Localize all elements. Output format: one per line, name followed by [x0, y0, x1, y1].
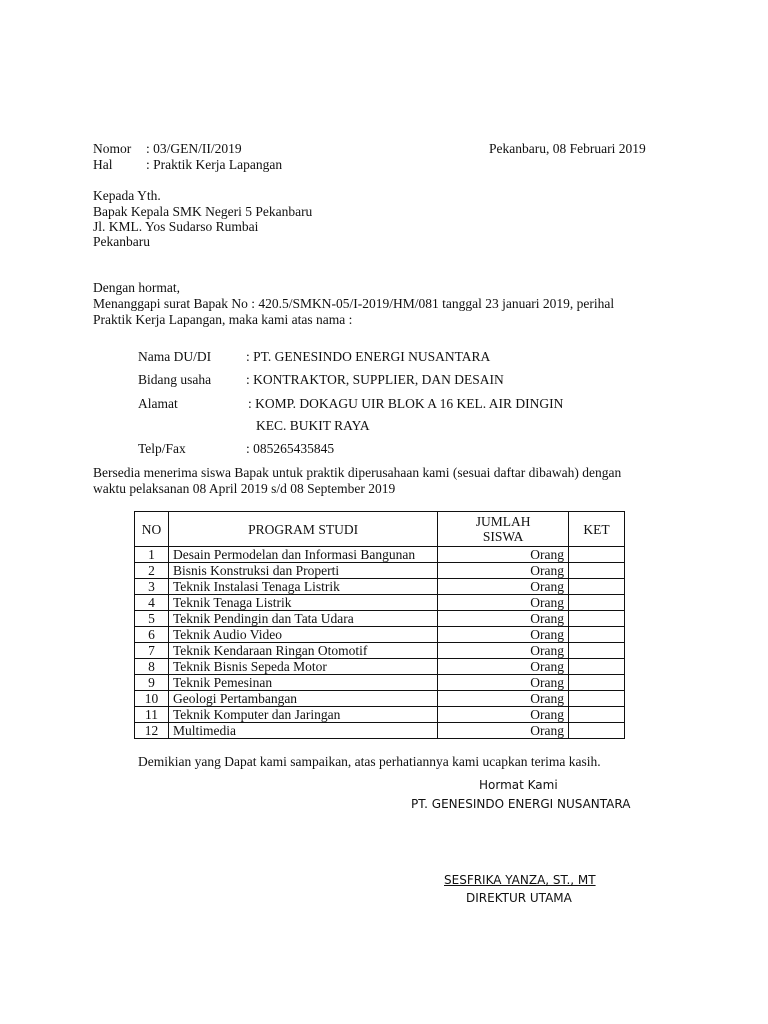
cell-program: Teknik Komputer dan Jaringan — [168, 707, 437, 723]
cell-program: Teknik Pendingin dan Tata Udara — [168, 611, 437, 627]
accept-line-1: Bersedia menerima siswa Bapak untuk praktik diperusahaan kami (sesuai daftar dibawah) dengan — [93, 465, 622, 480]
header-jumlah-line-2: SISWA — [482, 529, 524, 544]
salutation: Dengan hormat, — [93, 280, 180, 295]
cell-ket — [569, 547, 625, 563]
cell-no: 4 — [135, 595, 169, 611]
signer-name: SESFRIKA YANZA, ST., MT — [444, 873, 596, 887]
regards: Hormat Kami — [479, 778, 558, 792]
table-row — [135, 707, 625, 723]
cell-no: 3 — [135, 579, 169, 595]
recipient-line-4: Pekanbaru — [93, 234, 150, 249]
cell-program: Geologi Pertambangan — [168, 691, 437, 707]
cell-ket — [569, 563, 625, 579]
header-no: NO — [135, 512, 169, 547]
cell-jumlah: Orang — [438, 659, 569, 675]
nomor-line — [93, 141, 242, 157]
nomor-label: Nomor — [93, 141, 132, 156]
cell-jumlah: Orang — [438, 643, 569, 659]
table-row — [135, 563, 625, 579]
table-row — [135, 691, 625, 707]
cell-jumlah: Orang — [438, 563, 569, 579]
cell-no: 10 — [135, 691, 169, 707]
cell-program: Teknik Bisnis Sepeda Motor — [168, 659, 437, 675]
cell-ket — [569, 707, 625, 723]
header-program: PROGRAM STUDI — [168, 512, 437, 547]
cell-ket — [569, 627, 625, 643]
cell-jumlah: Orang — [438, 723, 569, 739]
cell-ket — [569, 691, 625, 707]
company-phone-row — [138, 441, 334, 457]
student-table — [134, 511, 625, 739]
company-address-value-1: : KOMP. DOKAGU UIR BLOK A 16 KEL. AIR DINGIN — [248, 396, 564, 411]
cell-program: Teknik Pemesinan — [168, 675, 437, 691]
table-row — [135, 723, 625, 739]
cell-no: 1 — [135, 547, 169, 563]
table-row — [135, 579, 625, 595]
table-row — [135, 659, 625, 675]
cell-no: 6 — [135, 627, 169, 643]
cell-program: Teknik Audio Video — [168, 627, 437, 643]
header-jumlah — [438, 512, 569, 547]
closing-text: Demikian yang Dapat kami sampaikan, atas perhatiannya kami ucapkan terima kasih. — [138, 754, 601, 769]
intro-line-2: Praktik Kerja Lapangan, maka kami atas nama : — [93, 312, 353, 327]
company-name-value: : PT. GENESINDO ENERGI NUSANTARA — [246, 349, 491, 364]
place-date: Pekanbaru, 08 Februari 2019 — [489, 141, 646, 156]
hal-line — [93, 157, 282, 173]
company-address-label: Alamat — [138, 396, 178, 411]
table-header-row — [135, 512, 625, 547]
cell-jumlah: Orang — [438, 579, 569, 595]
intro-line-1: Menanggapi surat Bapak No : 420.5/SMKN-05/I-2019/HM/081 tanggal 23 januari 2019, perihal — [93, 296, 615, 311]
cell-ket — [569, 659, 625, 675]
cell-jumlah: Orang — [438, 547, 569, 563]
closing-company: PT. GENESINDO ENERGI NUSANTARA — [411, 797, 631, 811]
table-row — [135, 643, 625, 659]
company-address-value-2: KEC. BUKIT RAYA — [256, 418, 370, 433]
cell-no: 12 — [135, 723, 169, 739]
cell-program: Teknik Tenaga Listrik — [168, 595, 437, 611]
recipient-line-2: Bapak Kepala SMK Negeri 5 Pekanbaru — [93, 204, 313, 219]
cell-no: 5 — [135, 611, 169, 627]
cell-ket — [569, 595, 625, 611]
recipient-line-1: Kepada Yth. — [93, 188, 161, 203]
cell-program: Bisnis Konstruksi dan Properti — [168, 563, 437, 579]
company-field-row — [138, 372, 504, 388]
cell-program: Teknik Kendaraan Ringan Otomotif — [168, 643, 437, 659]
accept-line-2: waktu pelaksanan 08 April 2019 s/d 08 September 2019 — [93, 481, 396, 496]
cell-jumlah: Orang — [438, 675, 569, 691]
cell-jumlah: Orang — [438, 627, 569, 643]
cell-no: 7 — [135, 643, 169, 659]
cell-no: 2 — [135, 563, 169, 579]
cell-ket — [569, 675, 625, 691]
signer-title: DIREKTUR UTAMA — [466, 891, 572, 905]
cell-jumlah: Orang — [438, 707, 569, 723]
company-phone-label: Telp/Fax — [138, 441, 186, 456]
table-row — [135, 595, 625, 611]
table-row — [135, 547, 625, 563]
table-row — [135, 627, 625, 643]
company-field-value: : KONTRAKTOR, SUPPLIER, DAN DESAIN — [246, 372, 504, 387]
hal-label: Hal — [93, 157, 113, 172]
cell-program: Desain Permodelan dan Informasi Bangunan — [168, 547, 437, 563]
header-ket: KET — [569, 512, 625, 547]
cell-jumlah: Orang — [438, 611, 569, 627]
hal-value: : Praktik Kerja Lapangan — [146, 157, 283, 172]
company-name-label: Nama DU/DI — [138, 349, 212, 364]
cell-no: 8 — [135, 659, 169, 675]
cell-program: Multimedia — [168, 723, 437, 739]
cell-ket — [569, 643, 625, 659]
cell-ket — [569, 723, 625, 739]
header-jumlah-line-1: JUMLAH — [475, 514, 531, 529]
recipient-line-3: Jl. KML. Yos Sudarso Rumbai — [93, 219, 259, 234]
cell-jumlah: Orang — [438, 595, 569, 611]
cell-program: Teknik Instalasi Tenaga Listrik — [168, 579, 437, 595]
table-row — [135, 611, 625, 627]
company-phone-value: : 085265435845 — [246, 441, 335, 456]
cell-jumlah: Orang — [438, 691, 569, 707]
company-field-label: Bidang usaha — [138, 372, 212, 387]
cell-ket — [569, 611, 625, 627]
cell-no: 11 — [135, 707, 169, 723]
nomor-value: : 03/GEN/II/2019 — [146, 141, 242, 156]
company-address-row — [138, 396, 563, 412]
table-row — [135, 675, 625, 691]
cell-ket — [569, 579, 625, 595]
cell-no: 9 — [135, 675, 169, 691]
company-name-row — [138, 349, 490, 365]
